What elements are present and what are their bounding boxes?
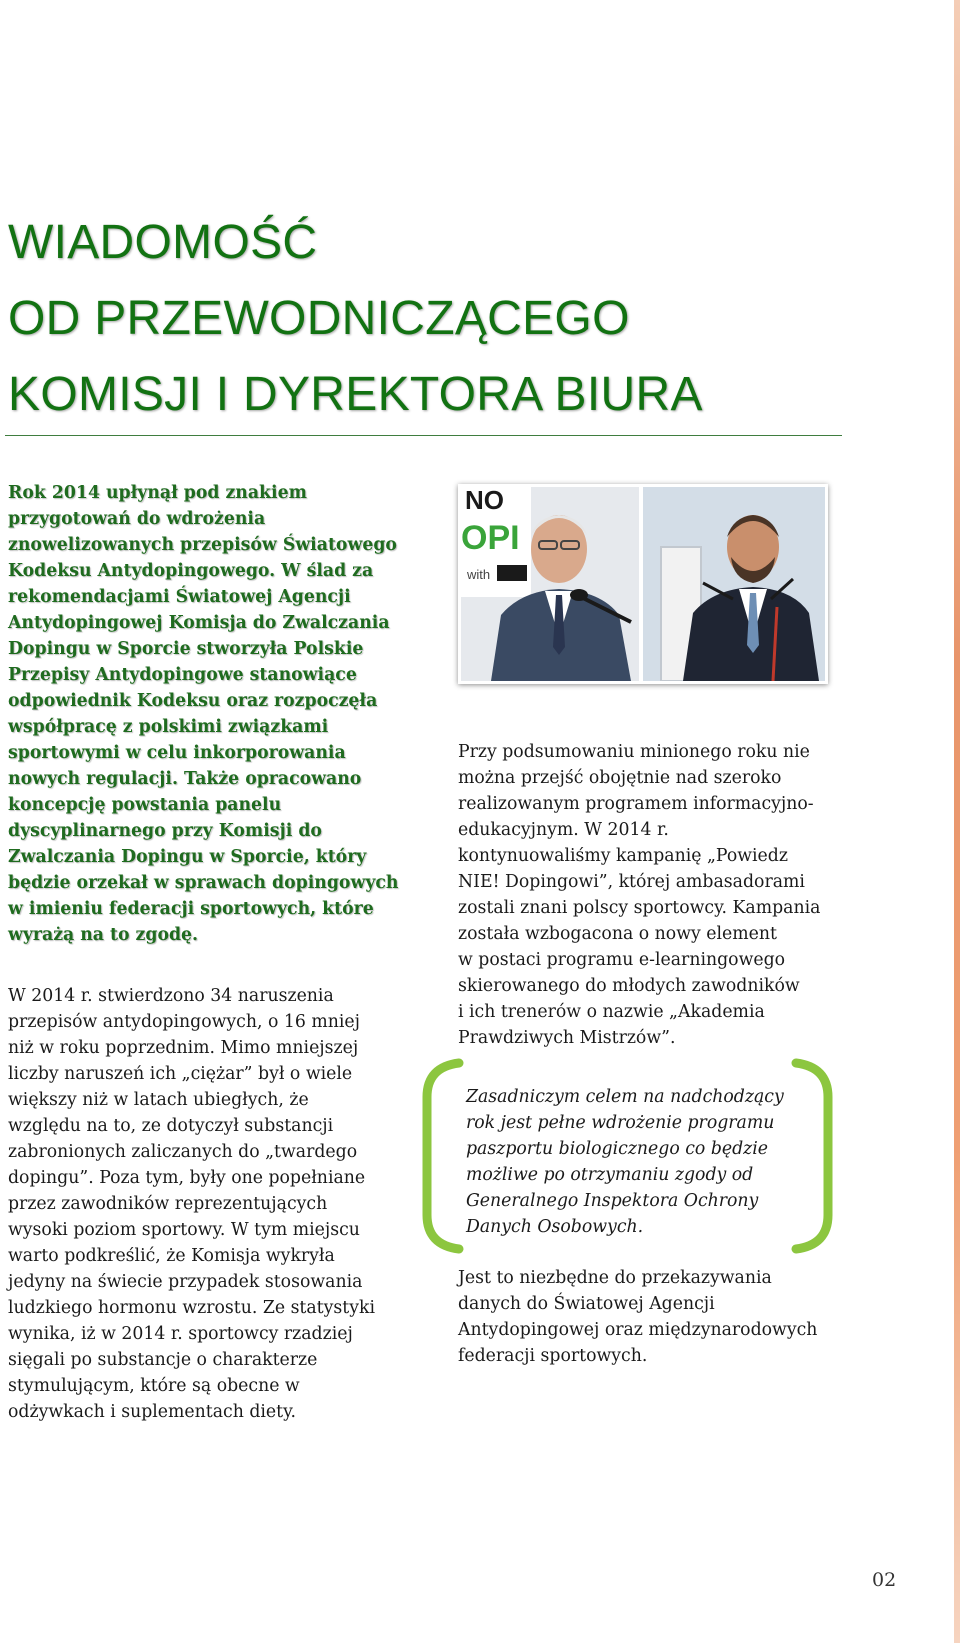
quote-bracket-left-icon	[421, 1057, 465, 1255]
body-paragraph-data-transfer: Jest to niezbędne do przekazywania danych do Światowej Agencji Antydopingowej oraz międzynarodowych federacji sportowych.	[458, 1268, 818, 1366]
page-edge-strip	[954, 0, 960, 1643]
title-line-2: OD PRZEWODNICZĄCEGO	[8, 292, 630, 345]
backdrop-text: NO	[465, 487, 504, 515]
title-divider	[5, 435, 842, 436]
title-line-3: KOMISJI I DYREKTORA BIURA	[8, 368, 703, 421]
backdrop-text: with	[467, 567, 491, 582]
photo-director	[643, 487, 825, 681]
intro-paragraph: Rok 2014 upłynął pod znakiem przygotowań do wdrożenia znowelizowanych przepisów Światowego Kodeksu Antydopingowego. W ślad za rekomendacjami Światowej Agencji Antydopingowej Komisja do Zwalczania Dopingu w Sporcie stworzyła Polskie Przepisy Antydopingowe stanowiące odpowiednik Kodeksu oraz rozpoczęła współpracę z polskimi związkami sportowymi w celu inkorporowania nowych regulacji. Także opracowano koncepcję powstania panelu dyscyplinarnego przy Komisji do Zwalczania Dopingu w Sporcie, który będzie orzekał w sprawach dopingowych w imieniu federacji sportowych, które wyrażą na to zgodę.	[8, 483, 399, 945]
title-line-1: WIADOMOŚĆ	[8, 216, 318, 269]
body-paragraph-violations: W 2014 r. stwierdzono 34 naruszenia przepisów antydopingowych, o 16 mniej niż w roku poprzednim. Mimo mniejszej liczby naruszeń ich „ciężar” był o wiele większy niż w latach ubiegłych, że względu na to, ze dotyczył substancji zabronionych zaliczanych do „twardego dopingu”. Poza tym, były one popełniane przez zawodników reprezentujących wysoki poziom sportowy. W tym miejscu warto podkreślić, że Komisja wykryła jedyny na świecie przypadek stosowania ludzkiego hormonu wzrostu. Ze statystyki wynika, iż w 2014 r. sportowcy rzadziej sięgali po substancje o charakterze stymulującym, które są obecne w odżywkach i suplementach diety.	[8, 986, 375, 1422]
page-title	[8, 205, 703, 433]
body-paragraph-campaign: Przy podsumowaniu minionego roku nie można przejść obojętnie nad szeroko realizowanym programem informacyjno- edukacyjnym. W 2014 r. kontynuowaliśmy kampanię „Powiedz NIE! Dopingowi”, której ambasadorami zostali znani polscy sportowcy. Kampania została wzbogacona o nowy element w postaci programu e-learningowego skierowanego do młodych zawodników i ich trenerów o nazwie „Akademia Prawdziwych Mistrzów”.	[458, 742, 821, 1048]
backdrop-text: OPI	[461, 519, 520, 557]
pull-quote: Zasadniczym celem na nadchodzący rok jest pełne wdrożenie programu paszportu biologicznego co będzie możliwe po otrzymaniu zgody od Generalnego Inspektora Ochrony Danych Osobowych.	[466, 1087, 784, 1237]
quote-bracket-right-icon	[790, 1057, 834, 1255]
speakers-photo	[458, 484, 828, 684]
director-illustration	[643, 487, 825, 681]
page-number: 02	[872, 1569, 897, 1591]
chairman-illustration	[461, 487, 639, 681]
photo-chairman	[461, 487, 639, 681]
